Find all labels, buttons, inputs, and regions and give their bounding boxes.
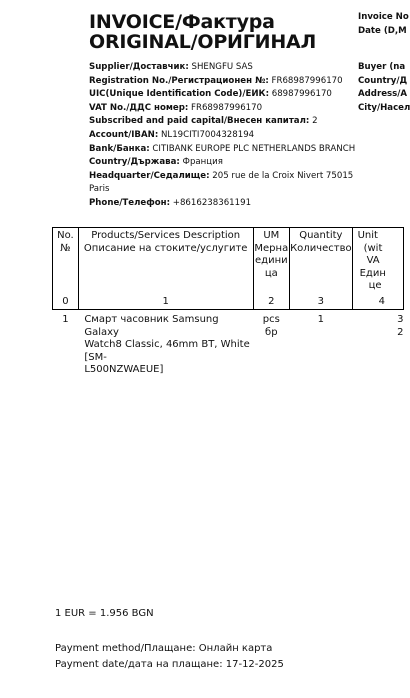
headquarter-city: Paris [89, 184, 110, 194]
buyer-address-label: Address/А [358, 89, 408, 99]
capital-row: Subscribed and paid capital/Внесен капитал: 2 [89, 116, 318, 126]
original-title: ORIGINAL/ОРИГИНАЛ [89, 31, 317, 53]
date-label: Date (D,M [358, 26, 407, 36]
bank-row: Bank/Банка: CITIBANK EUROPE PLC NETHERLANDS BRANCH [89, 144, 356, 154]
vat-row: VAT No./ДДС номер: FR68987996170 [89, 103, 263, 113]
uic-row: UIC(Unique Identification Code)/ЕИК: 68987996170 [89, 89, 332, 99]
col-no-header: No. № 0 [53, 228, 79, 310]
row-quantity: 1 [317, 314, 325, 325]
registration-row: Registration No./Регистрационен №: FR68987996170 [89, 76, 343, 86]
buyer-city-label: City/Насел [358, 103, 410, 113]
exchange-rate: 1 EUR = 1.956 BGN [55, 608, 154, 619]
supplier-row: Supplier/Доставчик: SHENGFU SAS [89, 62, 253, 72]
row-description: Смарт часовник Samsung Galaxy Watch8 Classic, 46mm BT, White [SM- L500NZWAEUE] [84, 314, 250, 375]
row-unit-price: 3 2 [397, 314, 404, 338]
items-table [52, 227, 404, 377]
col-quantity-header: Quantity Количество 3 [290, 228, 353, 310]
table-row [53, 310, 404, 377]
invoice-title: INVOICE/Фактура [89, 11, 275, 33]
row-um: pcs бр [262, 314, 280, 338]
invoice-no-label: Invoice No [358, 12, 409, 22]
payment-date: Payment date/дата на плащане: 17-12-2025 [55, 659, 284, 670]
col-um-header: UM Мерна едини ца 2 [253, 228, 290, 310]
buyer-label: Buyer (na [358, 62, 406, 72]
payment-method: Payment method/Плащане: Онлайн карта [55, 643, 273, 654]
row-no: 1 [62, 314, 69, 325]
col-description-header: Products/Services Description Описание на стоките/услугите 1 [78, 228, 253, 310]
account-row: Account/IBAN: NL19CITI7004328194 [89, 130, 255, 140]
buyer-country-label: Country/Д [358, 76, 408, 86]
headquarter-row: Headquarter/Седалище: 205 rue de la Croix Nivert 75015 [89, 171, 354, 181]
phone-row: Phone/Телефон: +8616238361191 [89, 198, 252, 208]
country-row: Country/Държава: Франция [89, 157, 223, 167]
col-unit-price-header: Unit (wit VA Един це 4 [352, 228, 403, 310]
table-header-row [53, 228, 404, 310]
